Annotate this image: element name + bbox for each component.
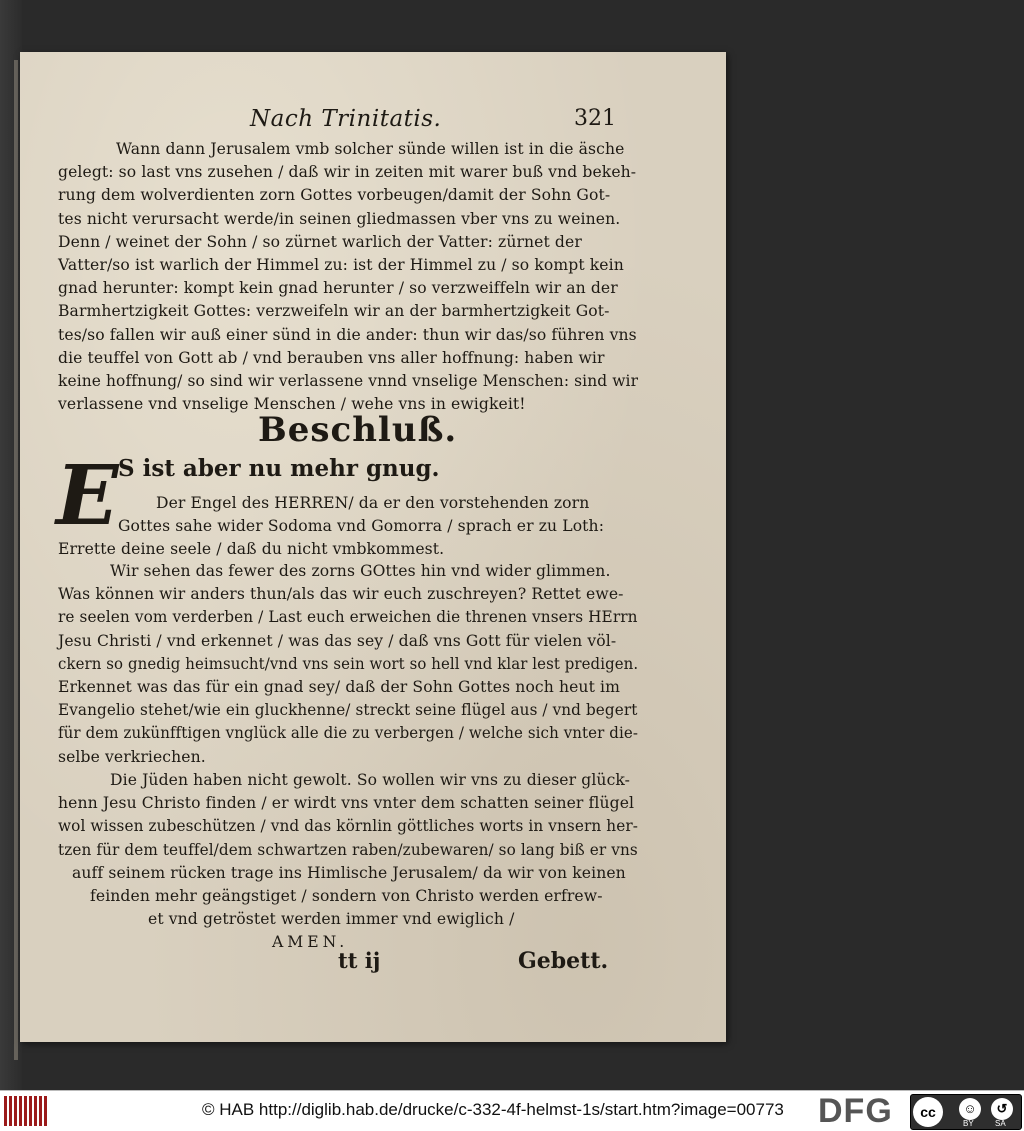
text-line: Vatter/so ist warlich der Himmel zu: ist der Himmel zu / so kompt kein xyxy=(58,255,624,274)
text-line: verlassene vnd vnselige Menschen / wehe vns in ewigkeit! xyxy=(58,395,526,414)
text-line: keine hoffnung/ so sind wir verlassene vnnd vnselige Menschen: sind wir xyxy=(58,371,639,390)
cc-by-sa-icon[interactable] xyxy=(910,1094,1022,1130)
text-line: gelegt: so last vns zusehen / daß wir in zeiten mit warer buß vnd bekeh- xyxy=(58,163,637,182)
text-line: feinden mehr geängstiget / sondern von Christo werden erfrew- xyxy=(90,886,603,905)
text-line: Denn / weinet der Sohn / so zürnet warlich der Vatter: zürnet der xyxy=(58,232,582,251)
text-line: re seelen vom verderben / Last euch erweichen die threnen vnsers HErrn xyxy=(58,608,638,627)
text-line: Gottes sahe wider Sodoma vnd Gomorra / sprach er zu Loth: xyxy=(118,517,605,536)
text-line: ckern so gnedig heimsucht/vnd vns sein wort so hell vnd klar lest predigen. xyxy=(58,654,639,673)
text-line: Was können wir anders thun/als das wir euch zuschreyen? Rettet ewe- xyxy=(58,585,624,604)
text-line: Wir sehen das fewer des zorns GOttes hin vnd wider glimmen. xyxy=(110,562,611,580)
paragraph-3 xyxy=(58,560,638,769)
copyright-url-link[interactable]: © HAB http://diglib.hab.de/drucke/c-332-4f-helmst-1s/start.htm?image=00773 xyxy=(202,1100,784,1119)
intro-line: S ist aber nu mehr gnug. xyxy=(118,455,440,482)
text-line: AMEN. xyxy=(272,933,349,952)
text-line: Der Engel des HERREN/ da er den vorstehenden zorn xyxy=(156,494,590,512)
paragraph-2 xyxy=(58,492,638,562)
text-line: gnad herunter: kompt kein gnad herunter / so verzweiffeln wir an der xyxy=(58,279,618,298)
text-line: rung dem wolverdienten zorn Gottes vorbeugen/damit der Sohn Got- xyxy=(58,186,611,205)
text-line: selbe verkriechen. xyxy=(58,747,206,766)
running-head: Nach Trinitatis. xyxy=(250,106,442,132)
scanned-page xyxy=(20,52,726,1042)
text-line: henn Jesu Christo finden / er wirdt vns vnter dem schatten seiner flügel xyxy=(58,794,635,813)
text-line: Evangelio stehet/wie ein gluckhenne/ streckt seine flügel aus / vnd begert xyxy=(58,701,638,720)
signature-mark: tt ij xyxy=(338,948,381,973)
paragraph-1 xyxy=(58,138,638,416)
page-header xyxy=(250,106,616,136)
text-line: Erkennet was das für ein gnad sey/ daß der Sohn Gottes noch heut im xyxy=(58,677,620,696)
hab-logo-icon[interactable] xyxy=(4,1096,48,1126)
dfg-logo-icon[interactable]: DFG xyxy=(818,1092,893,1130)
drop-initial: E xyxy=(56,448,119,544)
by-icon: ☺ xyxy=(959,1098,981,1120)
text-line: Wann dann Jerusalem vmb solcher sünde willen ist in die äsche xyxy=(116,140,625,158)
text-line: für dem zukünfftigen vnglück alle die zu verbergen / welche sich vnter die- xyxy=(58,724,639,743)
text-line: tzen für dem teuffel/dem schwartzen raben/zubewaren/ so lang biß er vns xyxy=(58,840,638,859)
footer-bar xyxy=(0,1090,1024,1131)
text-line: tes nicht verursacht werde/in seinen gliedmassen vber vns zu weinen. xyxy=(58,209,621,228)
text-line: Barmhertzigkeit Gottes: verzweifeln wir an der barmhertzigkeit Got- xyxy=(58,302,610,321)
text-line: Jesu Christi / vnd erkennet / was das sey / daß vns Gott für vielen völ- xyxy=(58,631,617,650)
sa-label: SA xyxy=(995,1119,1006,1128)
book-edge xyxy=(14,60,18,1060)
sa-icon: ↺ xyxy=(991,1098,1013,1120)
text-line: et vnd getröstet werden immer vnd ewiglich / xyxy=(148,910,515,929)
text-line: tes/so fallen wir auß einer sünd in die ander: thun wir das/so führen vns xyxy=(58,325,637,344)
catchword: Gebett. xyxy=(518,948,609,974)
text-line: Die Jüden haben nicht gewolt. So wollen wir vns zu dieser glück- xyxy=(110,771,631,789)
text-line: die teuffel von Gott ab / vnd berauben vns aller hoffnung: haben wir xyxy=(58,348,605,367)
text-line: Errette deine seele / daß du nicht vmbkommest. xyxy=(58,540,445,559)
section-heading: Beschluß. xyxy=(258,410,458,450)
page-number: 321 xyxy=(574,106,616,131)
text-line: auff seinem rücken trage ins Himlische Jerusalem/ da wir von keinen xyxy=(72,863,626,882)
by-label: BY xyxy=(963,1119,974,1128)
text-line: wol wissen zubeschützen / vnd das körnlin göttliches worts in vnsern her- xyxy=(58,817,639,836)
paragraph-4 xyxy=(58,769,638,955)
cc-icon: cc xyxy=(913,1097,943,1127)
scan-background-left xyxy=(0,0,22,1090)
